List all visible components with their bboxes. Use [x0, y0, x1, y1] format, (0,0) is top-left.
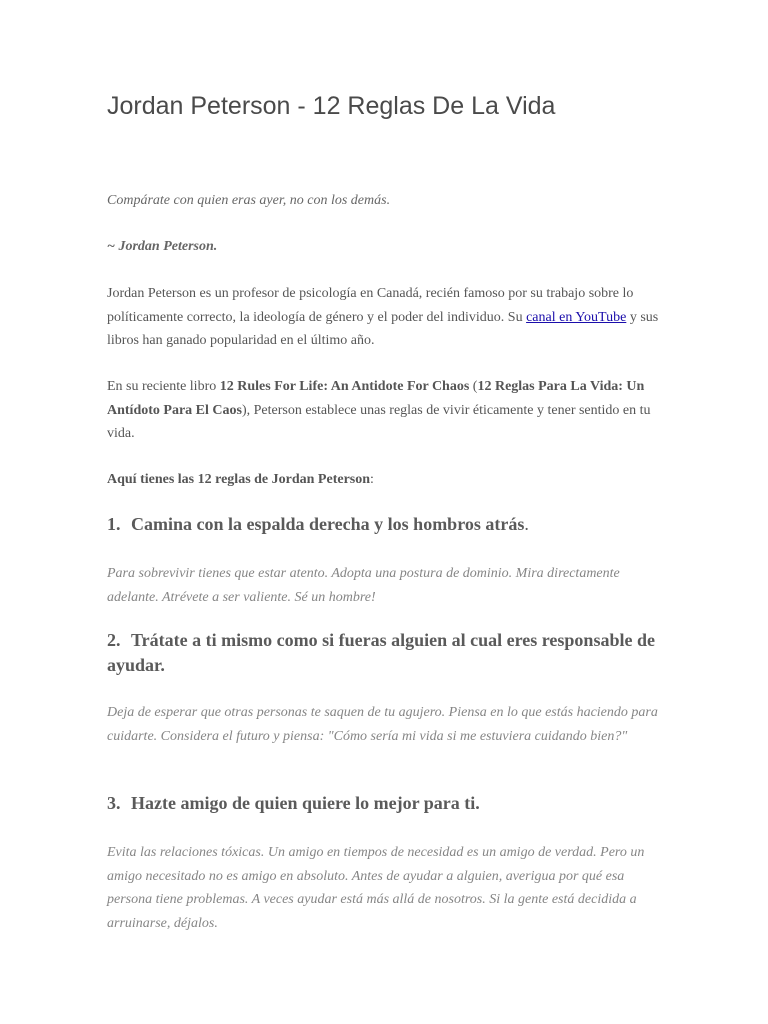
rule-number: 2. [107, 630, 121, 650]
book-text-part2: ( [469, 379, 478, 394]
intro-paragraph [107, 282, 667, 353]
rule-heading [107, 628, 667, 678]
rule-description: Para sobrevivir tienes que estar atento. Adopta una postura de dominio. Mira directamente adelante. Atrévete a ser valiente. Sé un hombre! [107, 566, 620, 605]
rule-heading-text: Trátate a ti mismo como si fueras alguien al cual eres responsable de ayudar. [107, 630, 655, 675]
rules-intro [107, 468, 667, 492]
rule-heading [107, 512, 667, 537]
rule-heading-text: Hazte amigo de quien quiere lo mejor para ti. [131, 793, 480, 813]
intro-text-start: Jordan Peterson es un profesor de psicología en Canadá, recién famoso por su trabajo sobre lo políticamente correcto, la ideología de género y el poder del individuo. Su [107, 286, 634, 325]
rules-intro-text: Aquí tienes las 12 reglas de Jordan Peterson [107, 472, 371, 487]
book-text-part1: En su reciente libro [107, 379, 220, 394]
intro-text-end: y sus libros han ganado popularidad en el último año. [107, 309, 659, 348]
rule-heading [107, 791, 667, 816]
rule-description: Deja de esperar que otras personas te saquen de tu agujero. Piensa en lo que estás haciendo para cuidarte. Considera el futuro y piensa: "Cómo sería mi vida si me estuviera cuidando bien?" [107, 705, 658, 744]
quote-attribution: ~ Jordan Peterson. [107, 239, 218, 254]
rule-heading-trailing: . [524, 514, 529, 534]
rules-intro-suffix: : [370, 472, 374, 487]
page-title: Jordan Peterson - 12 Reglas De La Vida [107, 92, 556, 120]
rule-description: Evita las relaciones tóxicas. Un amigo en tiempos de necesidad es un amigo de verdad. Pero un amigo necesitado no es amigo en absoluto. Antes de ayudar a alguien, averigua por qué esa persona tiene problemas. A veces ayudar está más allá de nosotros. Si la gente está decidida a arruinarse, déjalos. [107, 845, 645, 931]
epigraph-quote: Compárate con quien eras ayer, no con los demás. [107, 193, 391, 208]
book-title-english: 12 Rules For Life: An Antidote For Chaos [219, 379, 470, 394]
rule-number: 3. [107, 793, 121, 813]
book-text-part3: ), Peterson establece unas reglas de vivir éticamente y tener sentido en tu vida. [107, 402, 651, 441]
book-title-spanish: 12 Reglas Para La Vida: Un Antídoto Para El Caos [107, 379, 645, 418]
rule-number: 1. [107, 514, 121, 534]
youtube-channel-link[interactable]: canal en YouTube [526, 309, 627, 325]
rule-heading-text: Camina con la espalda derecha y los hombros atrás [131, 514, 525, 534]
book-paragraph [107, 375, 667, 446]
